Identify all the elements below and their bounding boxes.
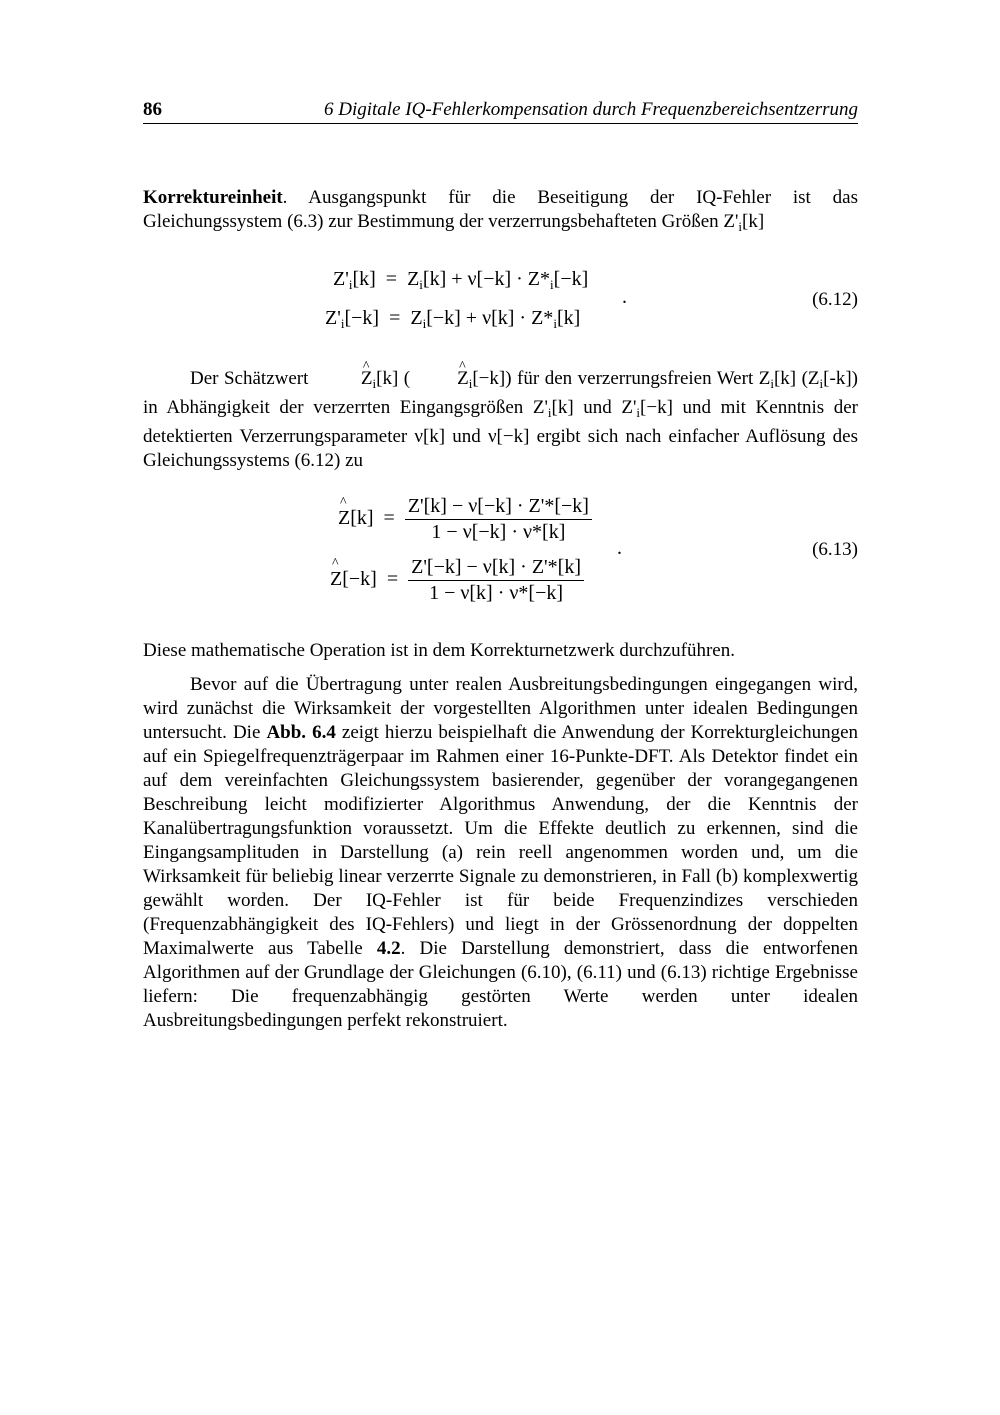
equation-number-6-13: (6.13) [812, 539, 858, 560]
page-header [143, 99, 858, 124]
equation-number-6-12: (6.12) [812, 289, 858, 310]
equation-6-12-row-1: $Z'_i[k] = Z_i[k] + \nu[-k] \cdot Z*_i[-k]$ [333, 268, 589, 292]
paragraph-operation: Diese mathematische Operation ist in dem Korrekturnetzwerk durchzuführen. [143, 640, 735, 661]
equation-6-12-row-2: $Z'_i[-k] = Z_i[-k] + \nu[k] \cdot Z*_i[k]$ [325, 307, 581, 331]
figure-reference: Abb. 6.4 [266, 722, 336, 743]
equation-6-13-row-1: ^ Z[k] = $\frac{Z'[k] - \nu[-k] \cdot Z'*[-k]}{1 - \nu[-k] \cdot \nu*[k]}$ [338, 495, 592, 544]
equation-6-13-row-2: ^ Z[−k] = $\frac{Z'[-k] - \nu[k] \cdot Z'*[k]}{1 - \nu[k] \cdot \nu*[-k]}$ [330, 556, 584, 605]
page-number: 86 [143, 99, 162, 120]
paragraph-schaetzwert: Der Schätzwert ^ $Z_i[k]$ (^ $Z_i[-k]$) für den verzerrungsfreien Wert $Z_i[k]$ $(Z_i[-k])$ in Abhängigkeit der verzerrten Eingangsgrößen $Z'_i[k]$ und $Z'_i[-k]$ und mit Kenntnis der detektierten Verzerrungsparameter ν[k] und ν[−k] ergibt sich nach einfacher Auflösung des Gleichungssystems (6.12) zu [143, 367, 858, 473]
paragraph-bevor: Bevor auf die Übertragung unter realen Ausbreitungsbedingungen eingegangen wird, wird zunächst die Wirksamkeit der vorgestellten Algorithmen unter idealen Bedingungen untersucht. Die Abb. 6.4 zeigt hierzu beispielhaft die Anwendung der Korrekturgleichungen auf ein Spiegelfrequenzträgerpaar im Rahmen einer 16-Punkte-DFT. Als Detektor findet ein auf dem vereinfachten Gleichungssystem basierender, gegenüber der vorangegangenen Beschreibung leicht modifizierter Algorithmus Anwendung, der die Kenntnis der Kanalübertragungsfunktion voraussetzt. Um die Effekte deutlich zu erkennen, sind die Eingangsamplituden in Darstellung (a) rein reell angenommen worden und, um die Wirksamkeit für beliebig linear verzerrte Signale zu demonstrieren, in Fall (b) komplexwertig gewählt worden. Der IQ-Fehler ist für beide Frequenzindizes verschieden (Frequenzabhängigkeit des IQ-Fehlers) und liegt in der Grössenordnung der doppelten Maximalwerte aus Tabelle 4.2. Die Darstellung demonstriert, dass die entworfenen Algorithmen auf der Grundlage der Gleichungen (6.10), (6.11) und (6.13) richtige Ergebnisse liefern: Die frequenzabhängig gestörten Werte werden unter idealen Ausbreitungsbedingungen perfekt rekonstruiert. [143, 674, 859, 1031]
equation-6-12-period: . [622, 286, 627, 308]
fraction-6-13-2: $\frac{Z'[-k] - \nu[k] \cdot Z'*[k]}{1 - \nu[k] \cdot \nu*[-k]}$ [408, 556, 584, 605]
table-reference: 4.2 [376, 938, 401, 959]
running-head: 6 Digitale IQ-Fehlerkompensation durch Frequenzbereichsentzerrung [324, 99, 858, 120]
paragraph-korrektureinheit: Korrektureinheit. Ausgangspunkt für die Beseitigung der IQ-Fehler ist das Gleichungssystem (6.3) zur Bestimmung der verzerrungsbehafteten Größen $Z'_i[k]$ [143, 187, 858, 234]
fraction-6-13-1: $\frac{Z'[k] - \nu[-k] \cdot Z'*[-k]}{1 - \nu[-k] \cdot \nu*[k]}$ [405, 495, 592, 544]
paragraph-text: . Ausgangspunkt für die Beseitigung der IQ-Fehler ist das Gleichungssystem (6.3) zur Bestimmung der verzerrungsbehafteten Größen Z' [143, 187, 858, 232]
paragraph-lead: Korrektureinheit [143, 187, 283, 208]
equation-6-13-period: . [617, 537, 622, 559]
